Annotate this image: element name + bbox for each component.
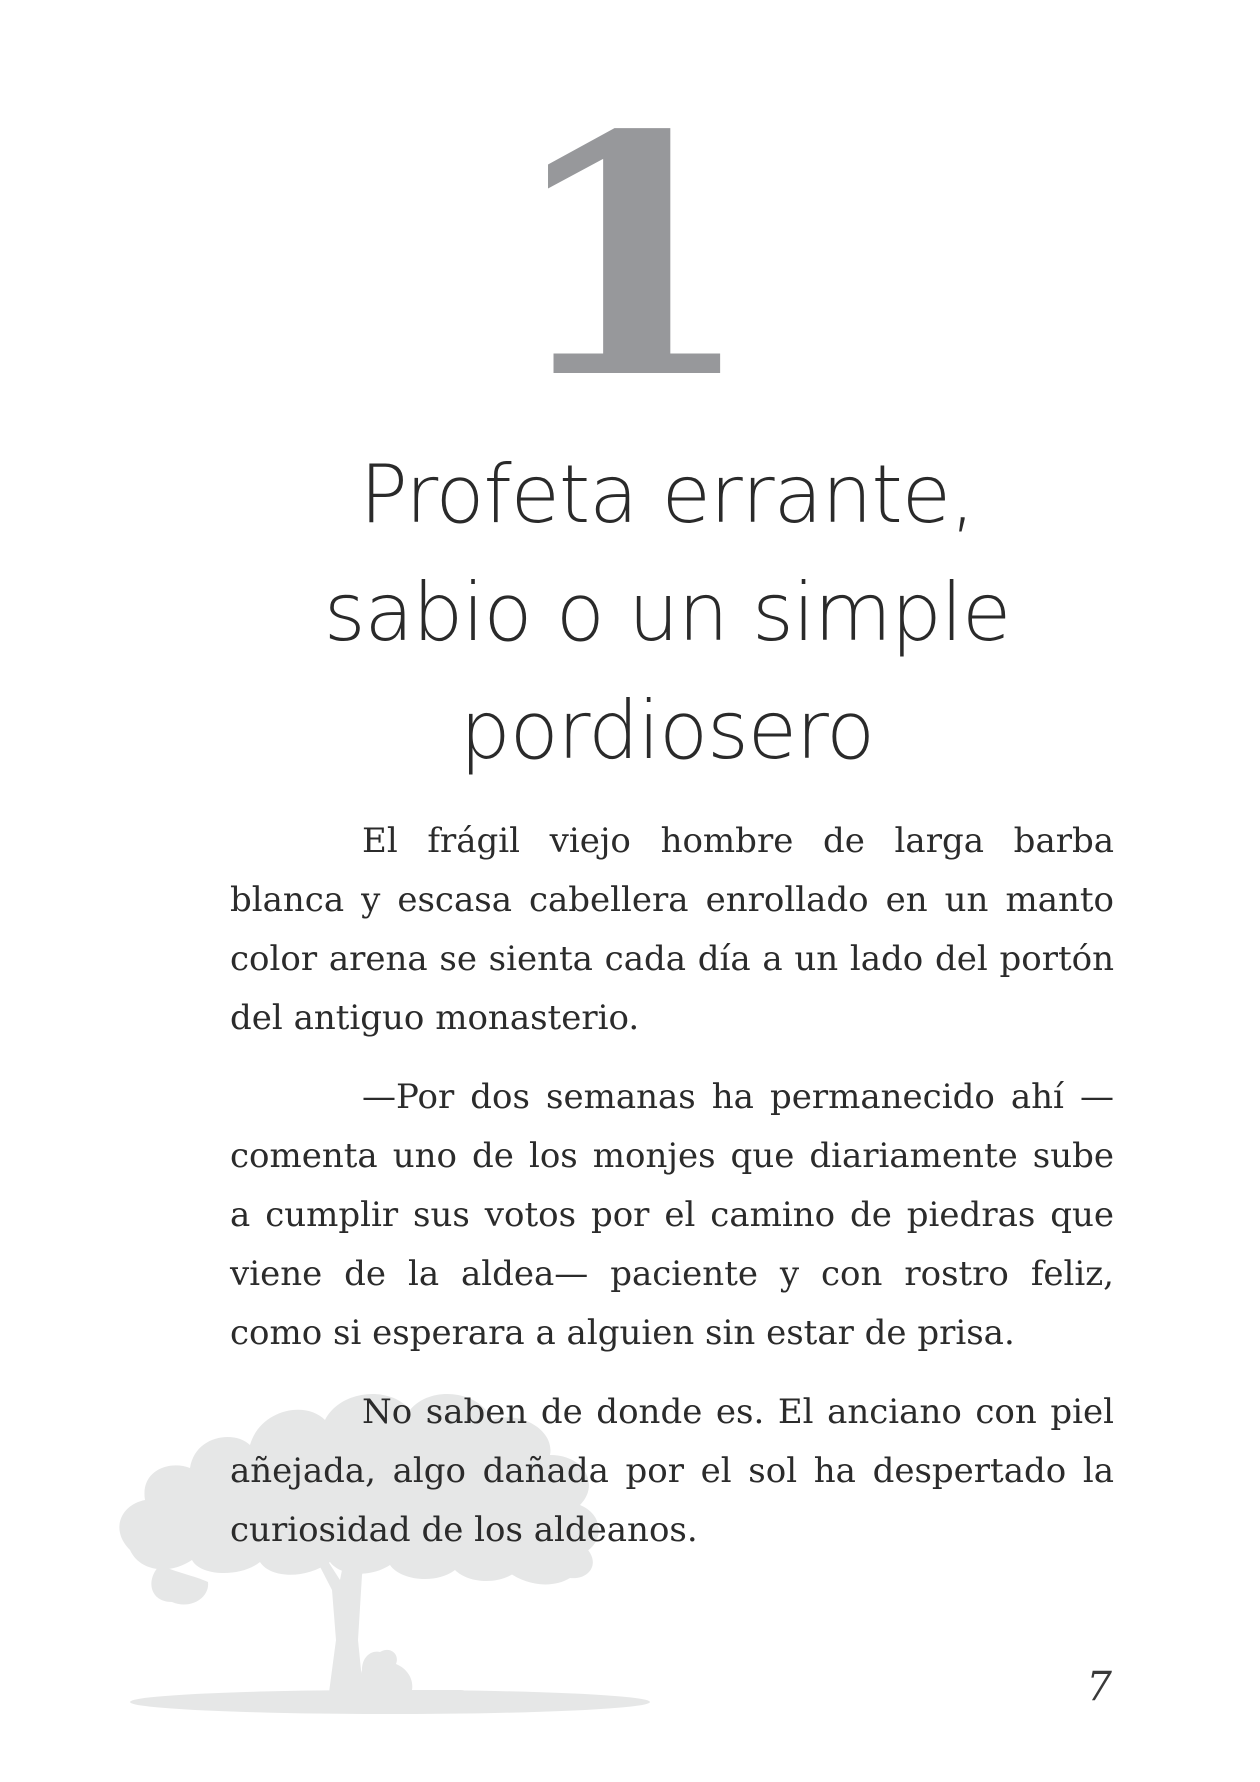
chapter-number: 1 (503, 63, 757, 451)
body-text (230, 812, 1114, 1580)
paragraph-2: —Por dos semanas ha permanecido ahí —comenta uno de los monjes que diariamente sube a cumplir sus votos por el camino de piedras que viene de la aldea— paciente y con rostro feliz, como si esperara a alguien sin estar de prisa. (230, 1077, 1114, 1353)
paragraph-3: No saben de donde es. El anciano con piel añejada, algo dañada por el sol ha despertado la curiosidad de los aldeanos. (230, 1392, 1114, 1550)
paragraph-1: El frágil viejo hombre de larga barba blanca y escasa cabellera enrollado en un manto color arena se sienta cada día a un lado del portón del antiguo monasterio. (230, 821, 1114, 1038)
chapter-title-line-1: Profeta errante, (359, 448, 975, 541)
seated-figure (360, 1650, 472, 1702)
chapter-title-line-2: sabio o un simple (323, 566, 1011, 659)
chapter-title-line-3: pordiosero (459, 684, 875, 777)
chapter-title (230, 436, 1104, 790)
page-number: 7 (1086, 1664, 1112, 1710)
